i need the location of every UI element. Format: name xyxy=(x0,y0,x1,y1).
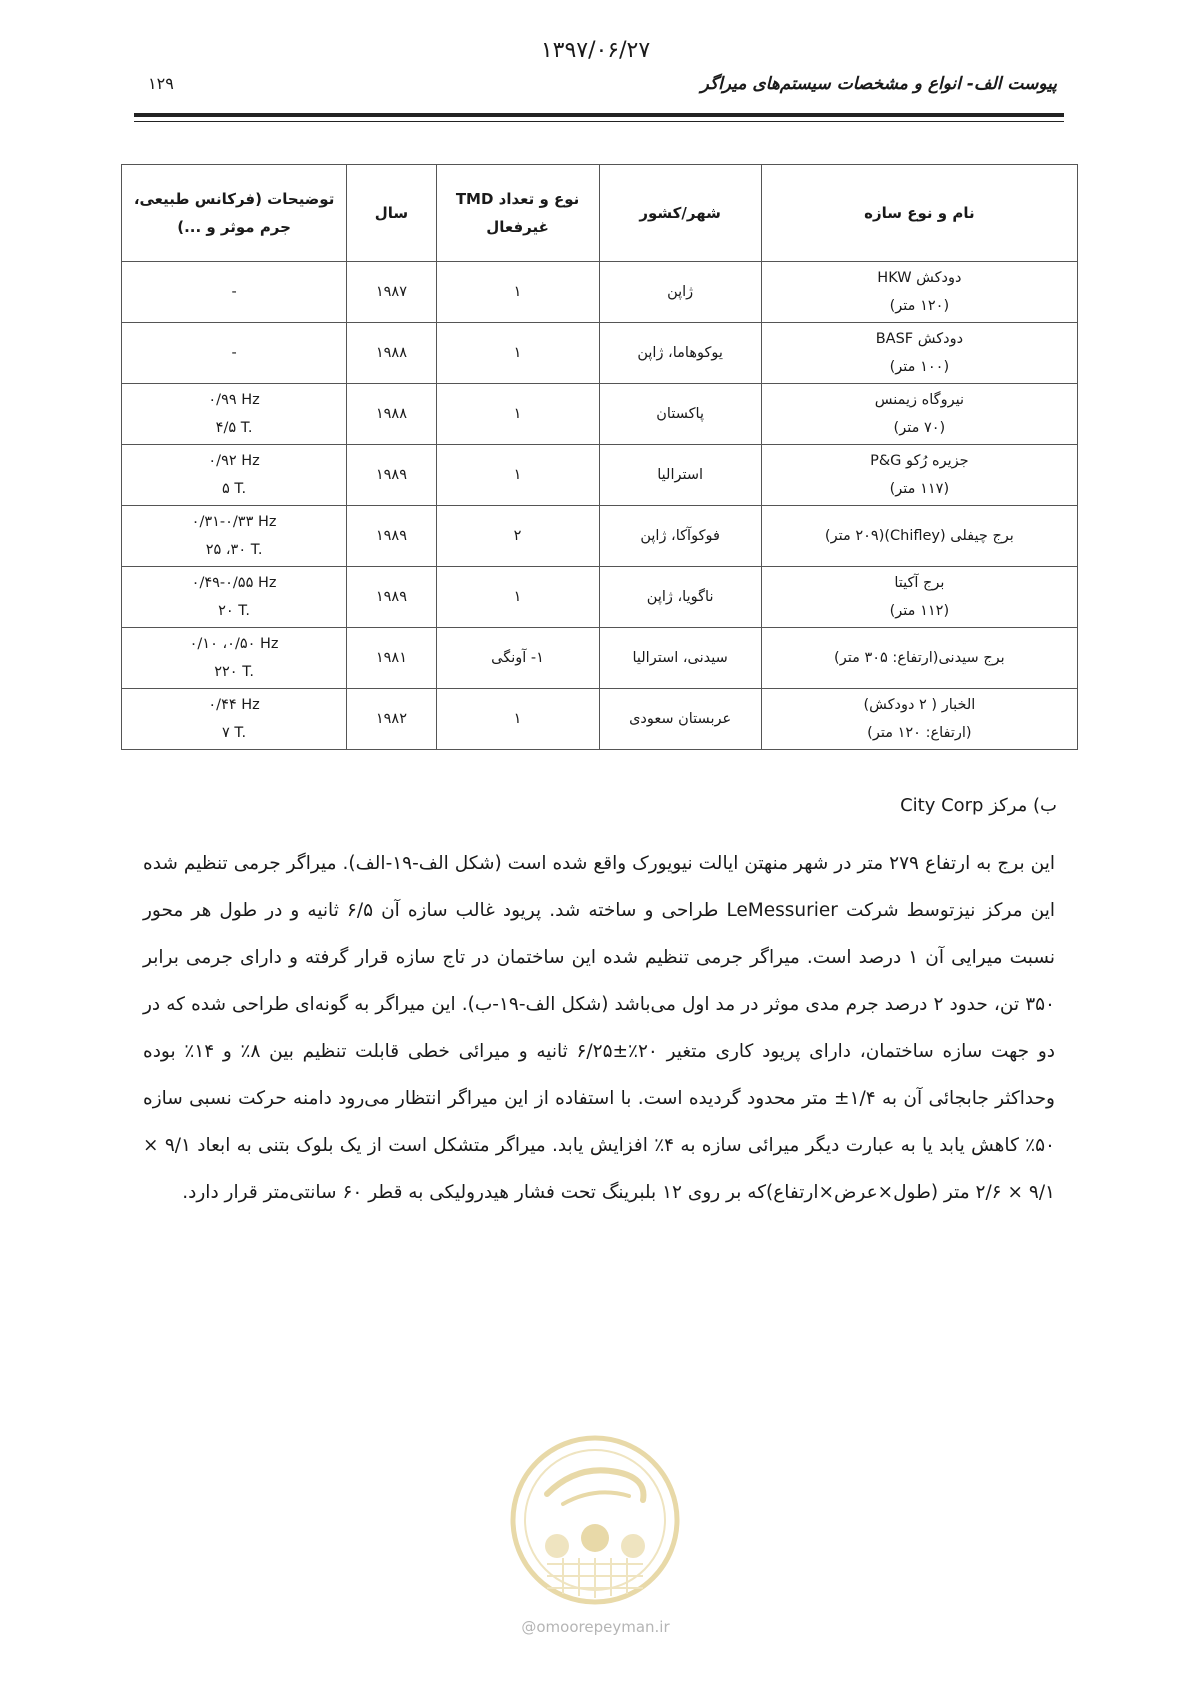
name-line-1: دودکش HKW xyxy=(877,270,962,286)
cell-notes xyxy=(122,445,347,506)
cell-notes xyxy=(122,384,347,445)
name-line-1: برج آکیتا xyxy=(894,575,945,591)
website-watermark: @omoorepeyman.ir xyxy=(521,1618,670,1636)
name-line-1: برج چیفلی (Chifley)(۲۰۹ متر) xyxy=(824,528,1014,544)
cell-notes xyxy=(122,567,347,628)
header-tmd: نوع و تعداد TMD غیرفعال xyxy=(436,165,599,262)
table-row xyxy=(122,384,1078,445)
omoore-peyman-seal-icon xyxy=(507,1434,683,1606)
cell-name xyxy=(761,506,1077,567)
notes-line-2: ۲۵ ،۳۰ T. xyxy=(205,542,263,558)
cell-notes xyxy=(122,628,347,689)
cell-tmd: ۱ xyxy=(436,445,599,506)
name-line-2: (۱۰۰ متر) xyxy=(889,359,950,375)
cell-year: ۱۹۸۸ xyxy=(347,323,436,384)
table-row xyxy=(122,689,1078,750)
cell-city: فوکوآکا، ژاپن xyxy=(599,506,761,567)
cell-name xyxy=(761,445,1077,506)
cell-city: پاکستان xyxy=(599,384,761,445)
name-line-1: الخبار ( ۲ دودکش) xyxy=(863,697,976,713)
table-row xyxy=(122,506,1078,567)
header-rule-thin xyxy=(134,121,1064,122)
notes-line-2: ۴/۵ T. xyxy=(215,420,253,436)
name-line-1: دودکش BASF xyxy=(875,331,964,347)
cell-city: سیدنی، استرالیا xyxy=(599,628,761,689)
notes-line-1: ۰/۱۰ ،۰/۵۰ Hz xyxy=(189,636,279,652)
header-notes: توضیحات (فرکانس طبیعی، جرم موثر و ...) xyxy=(122,165,347,262)
cell-name xyxy=(761,262,1077,323)
cell-tmd: ۱- آونگی xyxy=(436,628,599,689)
cell-year: ۱۹۸۷ xyxy=(347,262,436,323)
header-year: سال xyxy=(347,165,436,262)
name-line-2: (۱۲۰ متر) xyxy=(889,298,950,314)
notes-line-2: ۲۲۰ T. xyxy=(214,664,254,680)
name-line-2: (۱۱۷ متر) xyxy=(889,481,950,497)
cell-name xyxy=(761,323,1077,384)
cell-year: ۱۹۸۹ xyxy=(347,567,436,628)
notes-line-1: ۰/۹۹ Hz xyxy=(208,392,260,408)
table-row xyxy=(122,567,1078,628)
cell-city: استرالیا xyxy=(599,445,761,506)
cell-tmd: ۱ xyxy=(436,567,599,628)
cell-notes xyxy=(122,506,347,567)
cell-tmd: ۱ xyxy=(436,384,599,445)
notes-line-2: ۲۰ T. xyxy=(218,603,251,619)
table-row xyxy=(122,445,1078,506)
table-row xyxy=(122,628,1078,689)
cell-city: ژاپن xyxy=(599,262,761,323)
cell-year: ۱۹۸۹ xyxy=(347,445,436,506)
cell-city: عربستان سعودی xyxy=(599,689,761,750)
cell-tmd: ۱ xyxy=(436,689,599,750)
name-line-2: (۱۱۲ متر) xyxy=(889,603,950,619)
table-row xyxy=(122,323,1078,384)
cell-name xyxy=(761,384,1077,445)
notes-line-1: ۰/۴۴ Hz xyxy=(208,697,260,713)
notes-line-1: ۰/۴۹-۰/۵۵ Hz xyxy=(191,575,277,591)
body-paragraph: این برج به ارتفاع ۲۷۹ متر در شهر منهتن ایالت نیویورک واقع شده است (شکل الف-۱۹-الف). میراگر جرمی تنظیم شده این مرکز نیزتوسط شرکت LeMessurier طراحی و ساخته شد. پریود غالب سازه آن ۶/۵ ثانیه و در طول هر محور نسبت میرایی آن ۱ درصد است. میراگر جرمی تنظیم شده این ساختمان در تاج سازه قرار گرفته و دارای جرمی برابر ۳۵۰ تن، حدود ۲ درصد جرم مدی موثر در مد اول می‌باشد (شکل الف-۱۹-ب). این میراگر به گونه‌ای طراحی شده که در دو جهت سازه ساختمان، دارای پریود کاری متغیر ۲۰٪±۶/۲۵ ثانیه و میرائی خطی قابلت تنظیم بین ۸٪ و ۱۴٪ بوده وحداکثر جابجائی آن به ۱/۴± متر محدود گردیده است. با استفاده از این میراگر انتظار می‌رود دامنه حرکت نسبی سازه ۵۰٪ کاهش یابد یا به عبارت دیگر میرائی سازه به ۴٪ افزایش یابد. میراگر متشکل است از یک بلوک بتنی به ابعاد ۹/۱ × ۹/۱ × ۲/۶ متر (طول×عرض×ارتفاع)که بر روی ۱۲ بلبرینگ تحت فشار هیدرولیکی به قطر ۶۰ سانتی‌متر قرار دارد. xyxy=(143,853,1055,1203)
cell-year: ۱۹۸۹ xyxy=(347,506,436,567)
notes-line-1: ۰/۳۱-۰/۳۳ Hz xyxy=(191,514,277,530)
notes-line-2: ۵ T. xyxy=(222,481,247,497)
name-line-1: نیروگاه زیمنس xyxy=(874,392,964,408)
cell-name xyxy=(761,689,1077,750)
cell-year: ۱۹۸۱ xyxy=(347,628,436,689)
cell-notes xyxy=(122,262,347,323)
header-rule-thick xyxy=(134,113,1064,117)
name-line-2: (۷۰ متر) xyxy=(893,420,946,436)
header-name: نام و نوع سازه xyxy=(761,165,1077,262)
cell-name xyxy=(761,567,1077,628)
cell-notes xyxy=(122,689,347,750)
cell-year: ۱۹۸۲ xyxy=(347,689,436,750)
cell-tmd: ۱ xyxy=(436,262,599,323)
name-line-1: برج سیدنی(ارتفاع: ۳۰۵ متر) xyxy=(834,650,1005,666)
name-line-1: جزیره رُکو P&G xyxy=(870,453,969,469)
tmd-table xyxy=(121,164,1078,750)
section-title: ب) مرکز City Corp xyxy=(900,795,1057,816)
notes-line-2: ۷ T. xyxy=(222,725,247,741)
table-row xyxy=(122,262,1078,323)
cell-tmd: ۱ xyxy=(436,323,599,384)
running-title: پیوست الف- انواع و مشخصات سیستم‌های میراگر xyxy=(700,74,1057,94)
page-number: ۱۲۹ xyxy=(148,74,174,93)
header-city: شهر/کشور xyxy=(599,165,761,262)
cell-year: ۱۹۸۸ xyxy=(347,384,436,445)
cell-city: ناگویا، ژاپن xyxy=(599,567,761,628)
table-header-row xyxy=(122,165,1078,262)
cell-notes xyxy=(122,323,347,384)
notes-line-1: ۰/۹۲ Hz xyxy=(208,453,260,469)
cell-city: یوکوهاما، ژاپن xyxy=(599,323,761,384)
notes-line-1: - xyxy=(231,284,237,300)
cell-name xyxy=(761,628,1077,689)
name-line-2: (ارتفاع: ۱۲۰ متر) xyxy=(867,725,972,741)
cell-tmd: ۲ xyxy=(436,506,599,567)
page-date: ۱۳۹۷/۰۶/۲۷ xyxy=(540,38,651,63)
notes-line-1: - xyxy=(231,345,237,361)
